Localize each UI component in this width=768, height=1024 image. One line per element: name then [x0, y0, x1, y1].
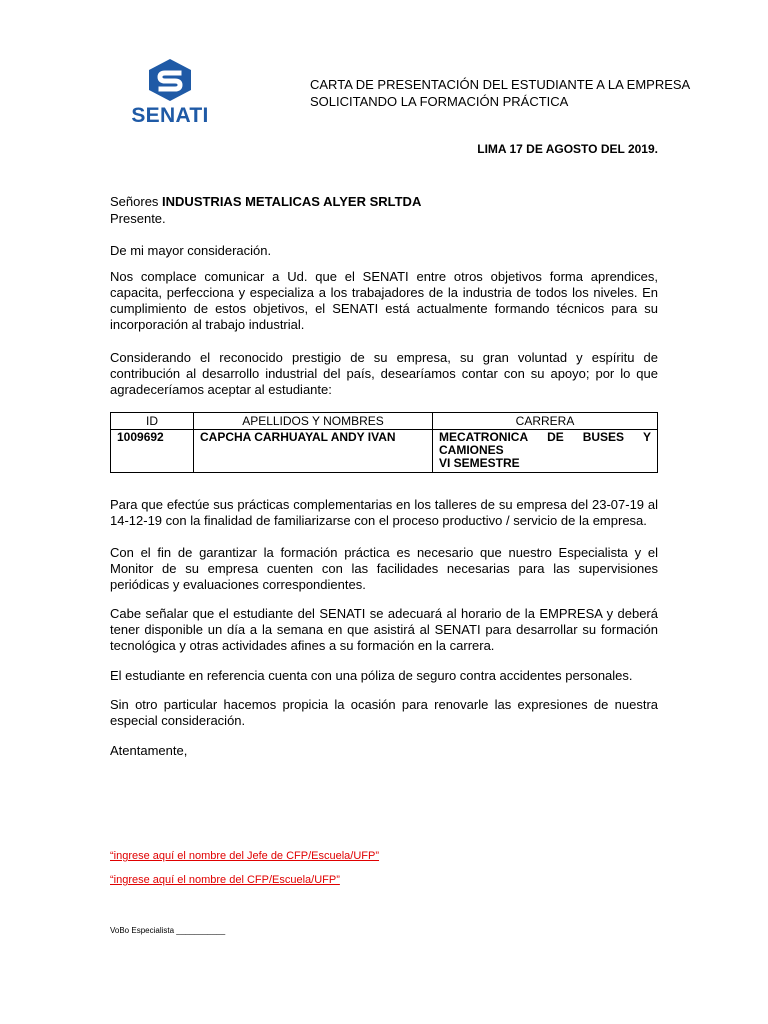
- senati-emblem-icon: [146, 58, 194, 102]
- table-row: [111, 430, 658, 473]
- title-line-2: SOLICITANDO LA FORMACIÓN PRÁCTICA: [310, 94, 569, 109]
- company-name: INDUSTRIAS METALICAS ALYER SRLTDA: [162, 194, 422, 209]
- career-line-2: CAMIONES: [439, 443, 504, 457]
- career-word-3: BUSES: [582, 430, 625, 444]
- paragraph-3: Para que efectúe sus prácticas complementarias en los talleres de su empresa del 23-07-19 al 14-12-19 con la finalidad de familiarizarse con el proceso productivo / servicio de la empresa.: [110, 497, 658, 528]
- paragraph-1: Nos complace comunicar a Ud. que el SENATI entre otros objetivos forma aprendices, capacita, perfecciona y especializa a los trabajadores de la industria de todos los niveles. En cumplimiento de estos objetivos, el SENATI está actualmente formando técnicos para su incorporación al trabajo industrial.: [110, 269, 658, 332]
- recipient-line: [110, 193, 421, 210]
- header-career: CARRERA: [433, 413, 658, 430]
- paragraph-2: Considerando el reconocido prestigio de su empresa, su gran voluntad y espíritu de contribución al desarrollo industrial del país, desearíamos contar con su apoyo; por lo que agradeceríamos aceptar al estudiante:: [110, 350, 658, 397]
- presente-line: Presente.: [110, 211, 166, 226]
- salutation: Señores: [110, 194, 163, 209]
- cfp-name-placeholder: “ingrese aquí el nombre del CFP/Escuela/UFP”: [110, 874, 340, 886]
- student-semester: VI SEMESTRE: [439, 456, 520, 470]
- paragraph-4: Con el fin de garantizar la formación práctica es necesario que nuestro Especialista y el Monitor de su empresa cuenten con las facilidades necesarias para las supervisiones periódicas y evaluaciones correspondientes.: [110, 545, 658, 592]
- career-word-2: DE: [547, 430, 564, 444]
- vobo-especialista: VoBo Especialista ___________: [110, 926, 226, 935]
- student-table: [110, 412, 658, 473]
- recipient-block: [110, 193, 421, 227]
- paragraph-5: Cabe señalar que el estudiante del SENATI se adecuará al horario de la EMPRESA y deberá tener disponible un día a la semana en que asistirá al SENATI para desarrollar su formación tecnológica y otras actividades afines a su formación en la carrera.: [110, 606, 658, 653]
- logo-text: SENATI: [131, 104, 209, 127]
- letter-date: LIMA 17 DE AGOSTO DEL 2019.: [477, 142, 658, 156]
- header-id: ID: [111, 413, 194, 430]
- letter-title: [310, 76, 690, 110]
- student-name: CAPCHA CARHUAYAL ANDY IVAN: [194, 430, 433, 473]
- greeting: De mi mayor consideración.: [110, 243, 272, 258]
- senati-logo: [128, 58, 212, 128]
- career-word-4: Y: [642, 430, 651, 444]
- closing: Atentamente,: [110, 743, 188, 758]
- title-line-1: CARTA DE PRESENTACIÓN DEL ESTUDIANTE A LA EMPRESA: [310, 77, 691, 92]
- paragraph-6: El estudiante en referencia cuenta con una póliza de seguro contra accidentes personales.: [110, 668, 633, 683]
- career-word-1: MECATRONICA: [439, 430, 529, 444]
- paragraph-7: Sin otro particular hacemos propicia la ocasión para renovarle las expresiones de nuestra especial consideración.: [110, 697, 658, 728]
- table-header-row: [111, 413, 658, 430]
- student-id: 1009692: [111, 430, 194, 473]
- header-name: APELLIDOS Y NOMBRES: [194, 413, 433, 430]
- jefe-name-placeholder: “ingrese aquí el nombre del Jefe de CFP/Escuela/UFP”: [110, 850, 380, 862]
- student-career: [433, 430, 658, 473]
